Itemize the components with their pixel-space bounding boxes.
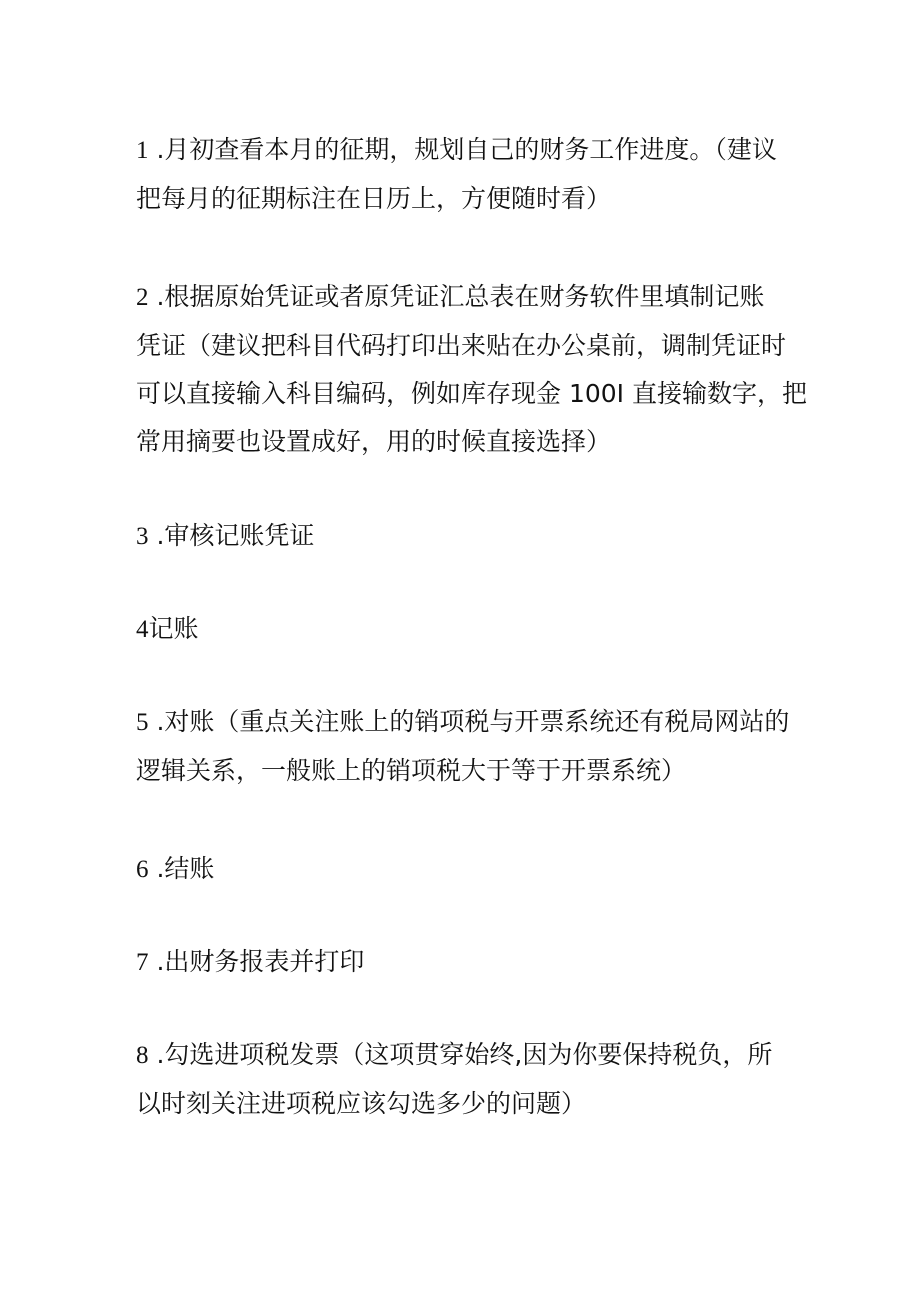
item-4-number: 4 <box>136 616 149 643</box>
list-item-7 <box>136 938 796 987</box>
item-1-line-1: 1 .月初查看本月的征期，规划自己的财务工作进度。（建议 <box>136 135 777 164</box>
item-4-line-1: 4记账 <box>136 614 199 643</box>
list-item-6 <box>136 845 796 894</box>
list-item-5 <box>136 698 796 795</box>
item-3-number: 3 <box>136 523 149 550</box>
item-2-line-3: 可以直接输入科目编码，例如库存现金 100I 直接输数字，把 <box>136 379 807 408</box>
list-item-4 <box>136 605 796 654</box>
list-item-2 <box>136 273 807 466</box>
list-item-1 <box>136 126 796 223</box>
item-5-number: 5 <box>136 709 149 736</box>
item-8-number: 8 <box>136 1042 149 1069</box>
item-3-line-1: 3 .审核记账凭证 <box>136 521 315 550</box>
item-8-line-2: 以时刻关注进项税应该勾选多少的问题） <box>136 1089 587 1118</box>
item-7-number: 7 <box>136 949 149 976</box>
item-2-number: 2 <box>136 284 149 311</box>
item-8-line-1: 8 .勾选进项税发票（这项贯穿始终,因为你要保持税负，所 <box>136 1040 773 1069</box>
item-2-line-1: 2 .根据原始凭证或者原凭证汇总表在财务软件里填制记账 <box>136 282 765 311</box>
item-6-number: 6 <box>136 856 149 883</box>
item-1-number: 1 <box>136 137 149 164</box>
item-1-line-2: 把每月的征期标注在日历上，方便随时看） <box>136 184 612 213</box>
item-7-line-1: 7 .出财务报表并打印 <box>136 947 365 976</box>
list-item-3 <box>136 512 796 561</box>
item-5-line-2: 逻辑关系，一般账上的销项税大于等于开票系统） <box>136 756 687 785</box>
item-2-line-2: 凭证（建议把科目代码打印出来贴在办公桌前，调制凭证时 <box>136 331 787 360</box>
list-item-8 <box>136 1031 796 1128</box>
item-5-line-1: 5 .对账（重点关注账上的销项税与开票系统还有税局网站的 <box>136 707 790 736</box>
item-2-line-4: 常用摘要也设置成好，用的时候直接选择） <box>136 427 612 456</box>
item-6-line-1: 6 .结账 <box>136 854 215 883</box>
